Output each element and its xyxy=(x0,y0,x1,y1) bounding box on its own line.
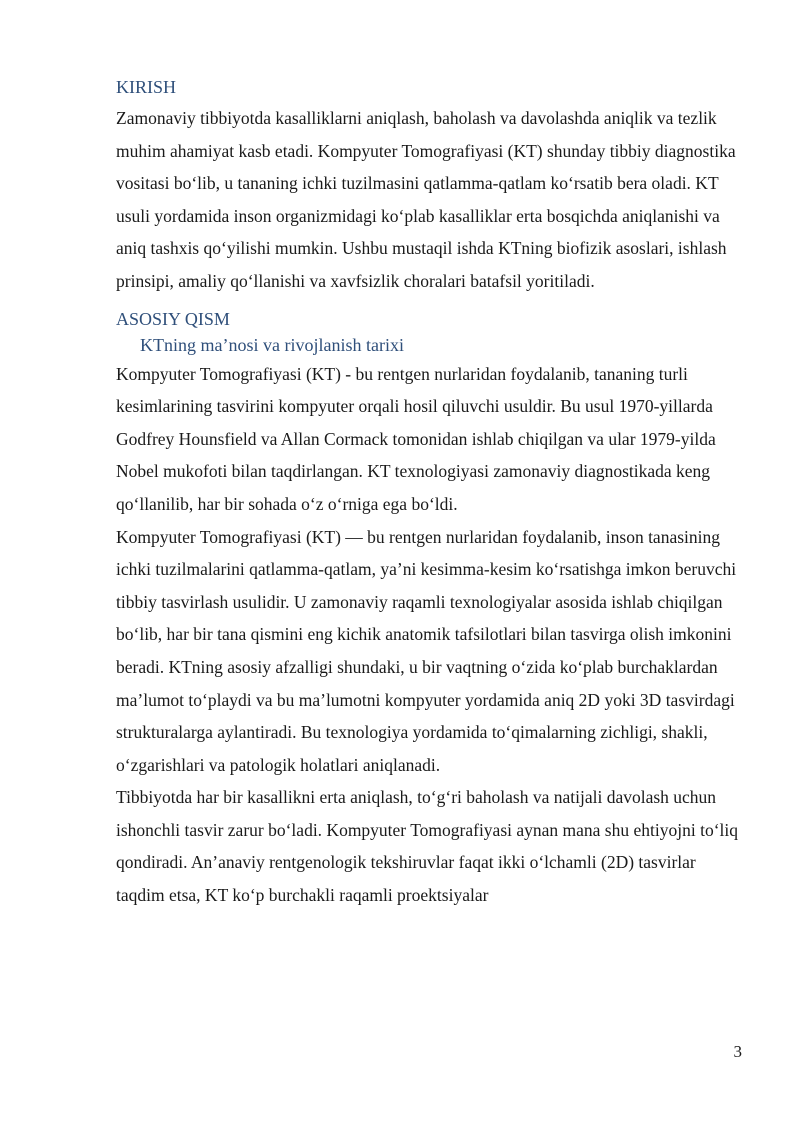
main-paragraph-3: Tibbiyotda har bir kasallikni erta aniqlash, to‘g‘ri baholash va natijali davolash uchun ishonchli tasvir zarur bo‘ladi. Kompyuter Tomografiyasi aynan mana shu ehtiyojni to‘liq qondiradi. An’anaviy rentgenologik tekshiruvlar faqat ikki o‘lchamli (2D) tasvirlar taqdim etsa, KT ko‘p burchakli raqamli proektsiyalar xyxy=(116,787,738,906)
intro-paragraph: Zamonaviy tibbiyotda kasalliklarni aniqlash, baholash va davolashda aniqlik va tezlik muhim ahamiyat kasb etadi. Kompyuter Tomografiyasi (KT) shunday tibbiy diagnostika vositasi bo‘lib, u tananing ichki tuzilmasini qatlamma-qatlam ko‘rsatib bera oladi. KT usuli yordamida inson organizmidagi ko‘plab kasalliklar erta bosqichda aniqlanishi va aniq tashxis qo‘yilishi mumkin. Ushbu mustaqil ishda KTning biofizik asoslari, ishlash prinsipi, amaliy qo‘llanishi va xavfsizlik choralari batafsil yoritiladi. xyxy=(116,108,736,291)
section-heading-intro: KIRISH xyxy=(116,77,177,97)
main-paragraph-2: Kompyuter Tomografiyasi (KT) — bu rentgen nurlaridan foydalanib, inson tanasining ichki tuzilmalarini qatlamma-qatlam, ya’ni kesimma-kesim ko‘rsatishga imkon beruvchi tibbiy tasvirlash usulidir. U zamonaviy raqamli texnologiyalar asosida ishlab chiqilgan bo‘lib, har bir tana qismini eng kichik anatomik tafsilotlari bilan tasvirga olish imkonini beradi. KTning asosiy afzalligi shundaki, u bir vaqtning o‘zida ko‘plab burchaklardan ma’lumot to‘playdi va bu ma’lumotni kompyuter yordamida aniq 2D yoki 3D tasvirdagi strukturalarga aylantiradi. Bu texnologiya yordamida to‘qimalarning zichligi, shakli, o‘zgarishlari va patologik holatlari aniqlanadi. xyxy=(116,526,737,775)
subsection-heading-history: KTning ma’nosi va rivojlanish tarixi xyxy=(140,334,404,355)
section-heading-main: ASOSIY QISM xyxy=(116,308,230,329)
main-paragraph-1: Kompyuter Tomografiyasi (KT) - bu rentgen nurlaridan foydalanib, tananing turli kesimlarining tasvirini kompyuter orqali hosil qiluvchi usuldir. Bu usul 1970-yillarda Godfrey Hounsfield va Allan Cormack tomonidan ishlab chiqilgan va ular 1979-yilda Nobel mukofoti bilan taqdirlangan. KT texnologiyasi zamonaviy diagnostikada keng qo‘llanilib, har bir sohada o‘z o‘rniga ega bo‘ldi. xyxy=(116,363,716,514)
document-page xyxy=(116,74,746,912)
page-number: 3 xyxy=(733,1042,742,1061)
